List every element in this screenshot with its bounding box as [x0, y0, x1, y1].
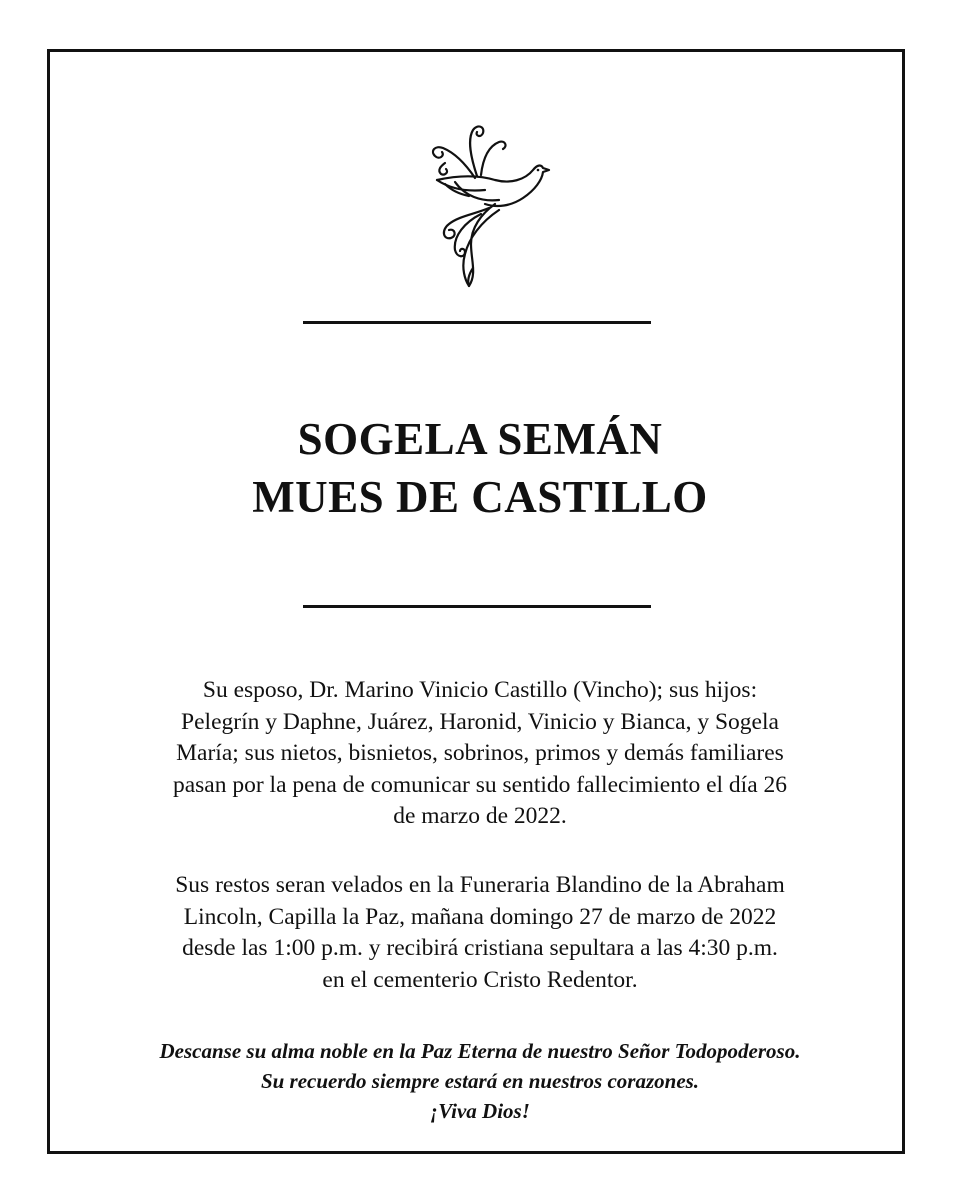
closing-prayer [60, 1036, 900, 1126]
closing-line: Su recuerdo siempre estará en nuestros corazones. [260, 1069, 700, 1093]
service-details [100, 870, 860, 996]
text-line: Su esposo, Dr. Marino Vinicio Castillo (Vincho); sus hijos: [202, 677, 758, 703]
closing-line: Descanse su alma noble en la Paz Eterna de nuestro Señor Todopoderoso. [159, 1039, 801, 1063]
text-line: pasan por la pena de comunicar su sentido fallecimiento el día 26 [172, 771, 788, 798]
deceased-name [60, 410, 900, 526]
text-line: de marzo de 2022. [393, 803, 567, 829]
family-announcement [100, 675, 860, 833]
closing-line: ¡Viva Dios! [430, 1099, 530, 1123]
dove-icon [415, 118, 555, 298]
top-divider [303, 321, 651, 324]
text-line: María; sus nietos, bisnietos, sobrinos, primos y demás familiares [176, 740, 784, 766]
text-line: en el cementerio Cristo Redentor. [322, 966, 638, 993]
bottom-divider [303, 605, 651, 608]
text-line: Sus restos seran velados en la Funeraria Blandino de la Abraham [175, 872, 785, 898]
text-line: desde las 1:00 p.m. y recibirá cristiana sepultara a las 4:30 p.m. [182, 935, 778, 961]
name-line: MUES DE CASTILLO [252, 472, 708, 522]
text-line: Lincoln, Capilla la Paz, mañana domingo 27 de marzo de 2022 [183, 903, 777, 930]
text-line: Pelegrín y Daphne, Juárez, Haronid, Vinicio y Bianca, y Sogela [181, 708, 779, 735]
name-line: SOGELA SEMÁN [297, 414, 663, 464]
